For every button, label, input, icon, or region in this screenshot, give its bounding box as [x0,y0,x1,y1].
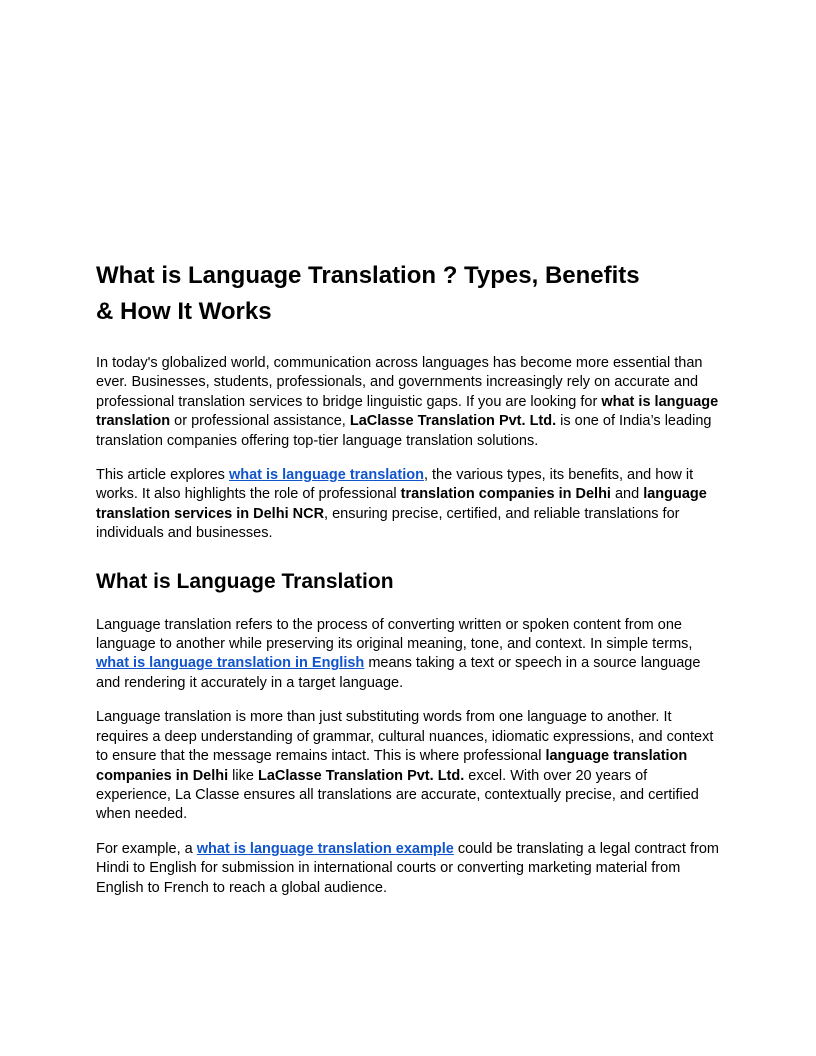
more-text-1: Language translation is more than just substituting words from one language to another. It requires a deep understanding of grammar, cultural nuances, idiomatic expressions, and context to ensure that the message remains intact. This is where professional [96,709,714,765]
document-page [96,258,724,913]
link-what-is-language-translation[interactable]: what is language translation [228,467,424,484]
more-text-2: like [228,767,258,784]
intro-text-3: is one of India’s leading translation companies offering top-tier language translation solutions. [96,413,712,449]
more-paragraph [96,708,724,824]
intro-text-1: In today's globalized world, communication across languages has become more essential than ever. Businesses, students, professionals, and governments increasingly rely on accurate and professional translation services to bridge linguistic gaps. If you are looking for [96,355,703,410]
example-paragraph [96,840,724,898]
intro-paragraph [96,354,724,451]
more-text-3: excel. With over 20 years of experience, La Classe ensures all translations are accurate, contextually precise, and certified when needed. [96,767,699,823]
intro-bold-1: what is language translation [96,393,719,430]
def-text-1: Language translation refers to the process of converting written or spoken content from one language to another while preserving its original meaning, tone, and context. In simple terms, [96,616,693,653]
more-bold-company: LaClasse Translation Pvt. Ltd. [257,767,465,784]
example-text-1: For example, a [96,840,197,857]
article-text-3: and [610,486,644,503]
link-translation-in-english[interactable]: what is language translation in English [96,655,365,672]
title-line-1: What is Language Translation ? Types, Benefits [96,262,640,289]
intro-bold-company: LaClasse Translation Pvt. Ltd. [349,413,557,430]
title-line-2: & How It Works [96,298,272,325]
article-bold-2: language translation services in Delhi NCR [96,486,707,522]
article-paragraph [96,466,724,544]
article-text-4: , ensuring precise, certified, and reliable translations for individuals and businesses. [96,505,680,542]
page-title [96,258,724,330]
article-text-1: This article explores [96,467,229,484]
link-translation-example[interactable]: what is language translation example [196,840,454,857]
intro-text-2: or professional assistance, [170,413,350,430]
section-heading: What is Language Translation [96,569,394,593]
definition-paragraph [96,616,724,694]
more-bold-1: language translation companies in Delhi [96,748,688,784]
def-text-2: means taking a text or speech in a source language and rendering it accurately in a target language. [96,655,701,691]
article-bold-1: translation companies in Delhi [400,486,611,503]
article-text-2: , the various types, its benefits, and how it works. It also highlights the role of professional [96,467,694,503]
example-text-2: could be translating a legal contract from Hindi to English for submission in international courts or converting marketing material from English to French to reach a global audience. [96,840,719,896]
